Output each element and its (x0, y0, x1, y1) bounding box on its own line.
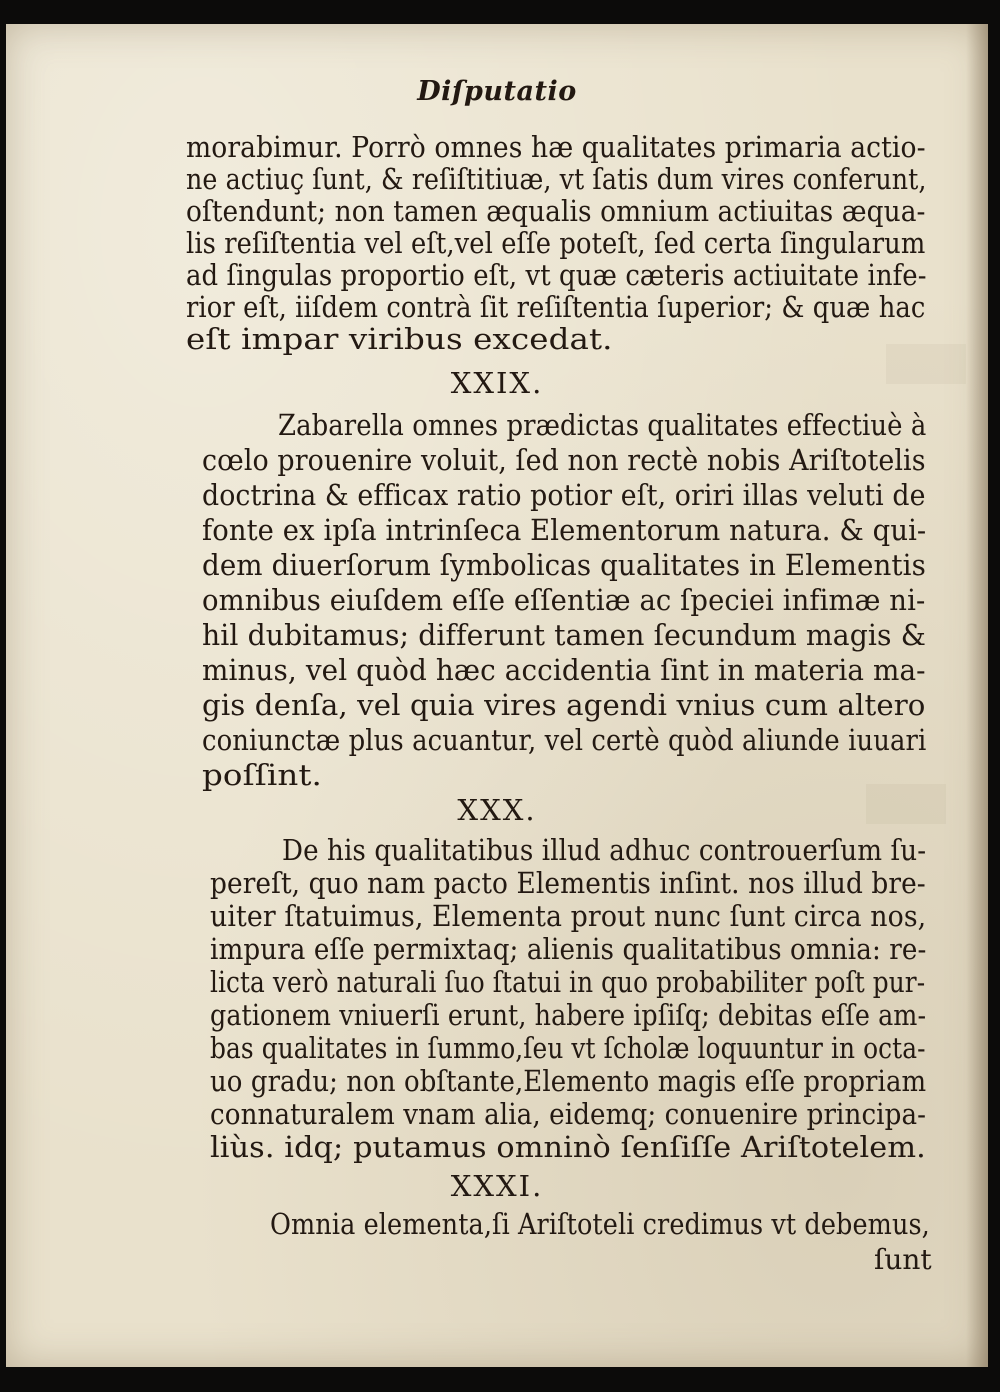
text-line: cœlo prouenire voluit, ſed non rectè nobis Ariſtotelis (202, 443, 926, 477)
text-line: hil dubitamus; differunt tamen ſecundum magis & (202, 618, 926, 652)
text-line: rior eſt, iiſdem contrà ſit reſiſtentia ſuperior; & quæ hac (186, 290, 926, 324)
text-line: gationem vniuerſi erunt, habere ipſiſq; debitas eſſe am- (210, 998, 927, 1032)
text-line: impura eſſe permixtaq; alienis qualitatibus omnia: re- (210, 932, 927, 966)
book-page (6, 24, 988, 1367)
text-line: fonte ex ipſa intrinſeca Elementorum natura. & qui- (202, 513, 927, 547)
text-line: pereſt, quo nam pacto Elementis inſint. nos illud bre- (210, 866, 926, 900)
text-line: eſt impar viribus excedat. (186, 322, 613, 356)
text-line: ad ſingulas proportio eſt, vt quæ cæteris actiuitate infe- (186, 258, 927, 292)
text-line: oſtendunt; non tamen æqualis omnium actiuitas æqua- (186, 194, 926, 228)
text-line: coniunctæ plus acuantur, vel certè quòd aliunde iuuari (202, 723, 927, 757)
text-line: ne actiuç ſunt, & reſiſtitiuæ, vt ſatis dum vires conferunt, (186, 162, 927, 196)
section-heading: XXIX. (450, 366, 544, 400)
text-line: Zabarella omnes prædictas qualitates effectiuè à (278, 408, 927, 442)
text-line: dem diuerſorum ſymbolicas qualitates in Elementis (202, 548, 926, 582)
text-line: uiter ſtatuimus, Elementa prout nunc ſunt circa nos, (210, 899, 927, 933)
text-line: gis denſa, vel quia vires agendi vnius cum altero (202, 688, 926, 722)
text-line: uo gradu; non obſtante,Elemento magis eſſe propriam (210, 1064, 927, 1098)
text-line: minus, vel quòd hæc accidentia ſint in materia ma- (202, 653, 926, 687)
text-line: Omnia elementa,ſi Ariſtoteli credimus vt debemus, (270, 1207, 930, 1241)
section-heading: XXX. (457, 793, 537, 827)
catchword: ſunt (874, 1243, 932, 1276)
text-line: poſſint. (202, 758, 322, 792)
text-line: De his qualitatibus illud adhuc controuerſum ſu- (282, 833, 927, 867)
text-line: omnibus eiuſdem eſſe eſſentiæ ac ſpeciei infimæ ni- (202, 583, 926, 617)
page-edge-shadow (966, 24, 988, 1367)
text-line: lis reſiſtentia vel eſt,vel eſſe poteſt, ſed certa ſingularum (186, 226, 926, 260)
text-line: morabimur. Porrò omnes hæ qualitates primaria actio- (186, 130, 926, 164)
text-line: connaturalem vnam alia, eidemq; conuenire principa- (210, 1097, 927, 1131)
text-line: bas qualitates in ſummo,ſeu vt ſcholæ loquuntur in octa- (210, 1031, 926, 1065)
text-line: liùs. idq; putamus omninò ſenſiſſe Ariſtotelem. (210, 1130, 926, 1164)
running-head: Diſputatio (417, 76, 577, 107)
section-heading: XXXI. (450, 1169, 544, 1203)
text-line: doctrina & efficax ratio potior eſt, oriri illas veluti de (202, 478, 926, 512)
text-line: licta verò naturali ſuo ſtatui in quo probabiliter poſt pur- (210, 965, 926, 999)
